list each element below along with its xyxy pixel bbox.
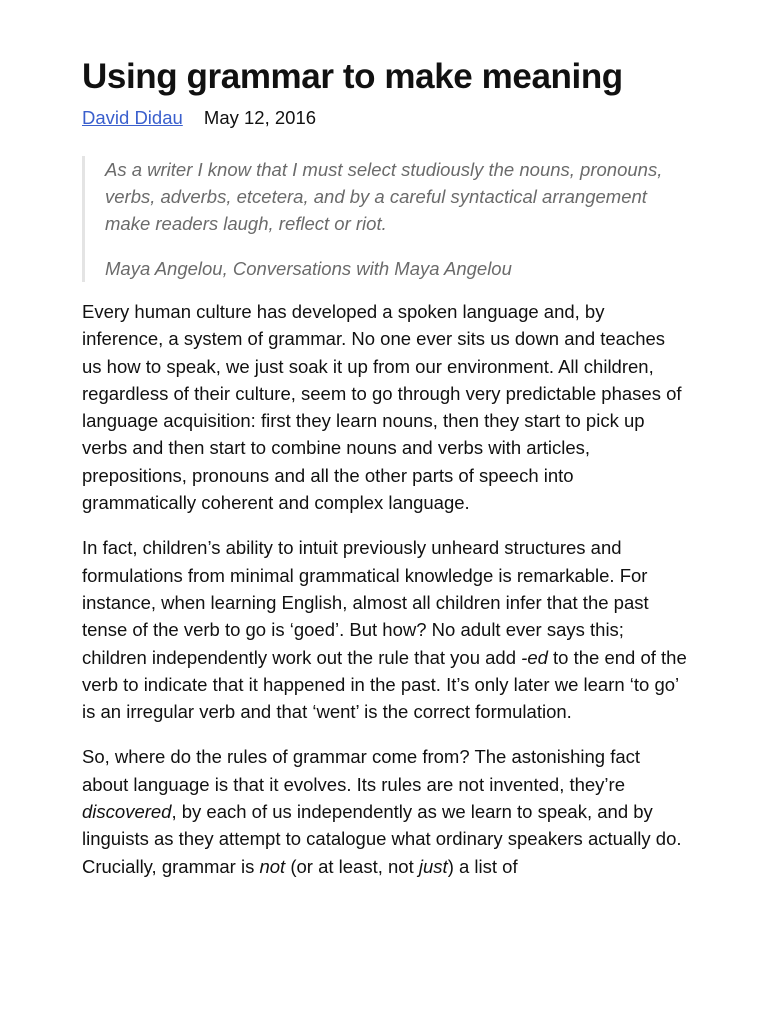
article-title: Using grammar to make meaning [82,57,623,96]
epigraph-blockquote [82,156,688,282]
paragraph-3-text-a: So, where do the rules of grammar come from? The astonishing fact about language is that it evolves. Its rules are not invented, they’re [82,746,641,795]
paragraph-2-text-a: In fact, children’s ability to intuit previously unheard structures and formulations from minimal grammatical knowledge is remarkable. For instance, when learning English, almost all children infer that the past tense of the verb to go is ‘goed’. But how? No adult ever says this; children independently work out the rule that you add [82,537,649,668]
paragraph-2-text-b: to the end of the verb to indicate that it happened in the past. It’s only later we learn ‘to go’ is an irregular verb and that ‘went’ is the correct formulation. [82,646,687,723]
article-meta [82,106,688,130]
epigraph-attribution: Maya Angelou, Conversations with Maya Angelou [105,258,512,279]
paragraph-3-emphasis-not: not [259,855,286,877]
paragraph-2-emphasis: -ed [521,646,548,668]
author-link[interactable]: David Didau [82,107,183,128]
paragraph-3-emphasis-discovered: discovered [82,801,172,823]
paragraph-2 [82,534,688,725]
paragraph-3-text-c: (or at least, not [285,855,419,877]
article-body [82,298,688,880]
paragraph-1: Every human culture has developed a spoken language and, by inference, a system of grammar. No one ever sits us down and teaches us how to speak, we just soak it up from our environment. All children, regardless of their culture, seem to go through very predictable phases of language acquisition: first they learn nouns, then they start to pick up verbs and then start to combine nouns and verbs with articles, prepositions, pronouns and all the other parts of speech into grammatically coherent and complex language. [82,301,682,514]
paragraph-3 [82,743,688,879]
publish-date: May 12, 2016 [203,107,317,128]
paragraph-3-text-d: ) a list of [447,855,518,877]
paragraph-3-emphasis-just: just [418,855,448,877]
article [82,54,688,880]
epigraph-quote: As a writer I know that I must select studiously the nouns, pronouns, verbs, adverbs, etcetera, and by a careful syntactical arrangement make readers laugh, reflect or riot. [105,159,663,234]
paragraph-3-text-b: , by each of us independently as we learn to speak, and by linguists as they attempt to catalogue what ordinary speakers actually do. Crucially, grammar is [82,801,682,877]
